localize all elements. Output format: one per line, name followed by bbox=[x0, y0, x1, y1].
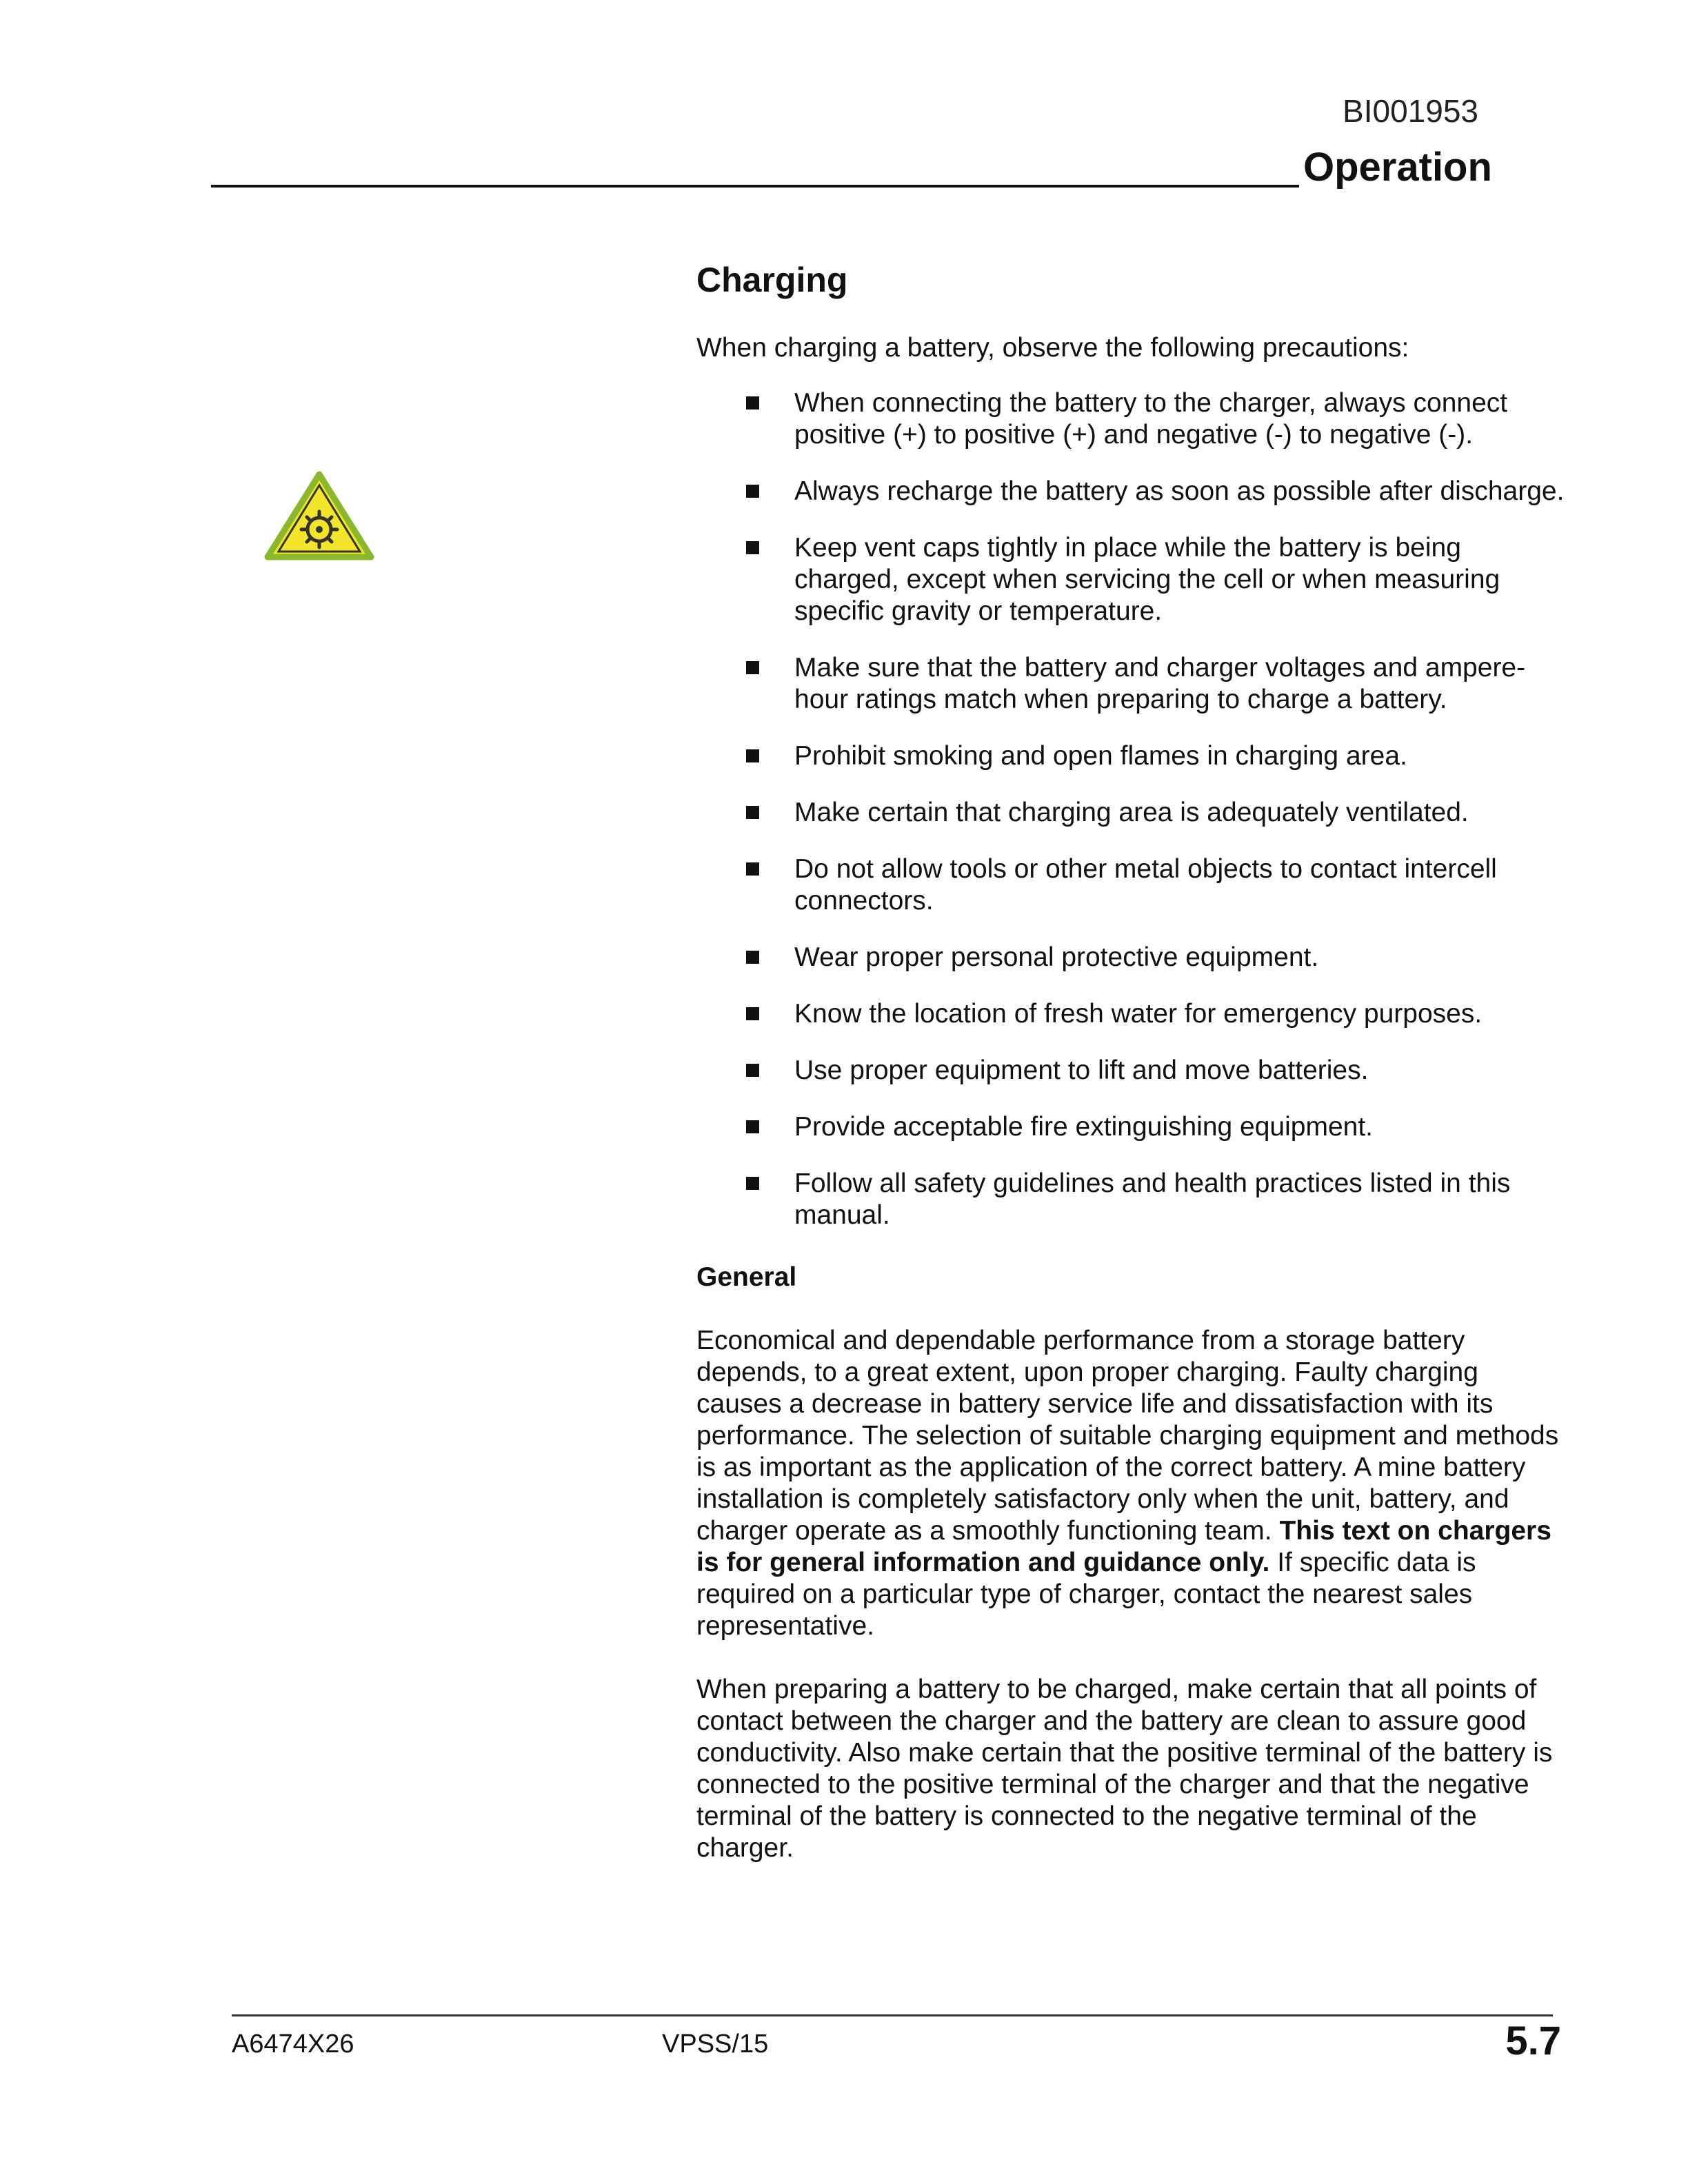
general-paragraph-2: When preparing a battery to be charged, make certain that all points of contact between the charger and the battery are clean to assure good conductivity. Also make certain that the positive terminal of the battery is connected to the positive terminal of the charger and that the negative terminal of the battery is connected to the negative terminal of the charger. bbox=[696, 1675, 1553, 1863]
list-item: Make sure that the battery and charger voltages and ampere-hour ratings match when preparing to charge a battery. bbox=[696, 652, 1565, 716]
footer-series: VPSS/15 bbox=[662, 2030, 769, 2059]
list-item: Follow all safety guidelines and health practices listed in this manual. bbox=[696, 1168, 1565, 1231]
header-rule bbox=[211, 185, 1299, 188]
bullet-marker bbox=[746, 396, 759, 410]
footer-doc-number: A6474X26 bbox=[232, 2030, 354, 2059]
list-item: Prohibit smoking and open flames in charging area. bbox=[696, 740, 1565, 772]
precautions-list bbox=[696, 387, 1565, 1231]
list-item: Use proper equipment to lift and move batteries. bbox=[696, 1055, 1565, 1086]
bullet-marker bbox=[746, 1007, 759, 1020]
warning-triangle-icon bbox=[263, 470, 375, 561]
footer-rule bbox=[232, 2014, 1553, 2016]
bullet-marker bbox=[746, 485, 759, 498]
page-number: 5.7 bbox=[1505, 2019, 1561, 2063]
list-item: Provide acceptable fire extinguishing equipment. bbox=[696, 1111, 1565, 1143]
guidance-note: This text on chargers is for general information and guidance only. bbox=[696, 1516, 1551, 1577]
main-content bbox=[696, 259, 1565, 1896]
bullet-marker bbox=[746, 1064, 759, 1077]
list-item: When connecting the battery to the charger, always connect positive (+) to positive (+) and negative (-) to negative (-). bbox=[696, 387, 1565, 451]
bullet-marker bbox=[746, 661, 759, 674]
list-item: Always recharge the battery as soon as possible after discharge. bbox=[696, 476, 1565, 507]
list-item: Know the location of fresh water for emergency purposes. bbox=[696, 998, 1565, 1030]
list-item: Wear proper personal protective equipment. bbox=[696, 942, 1565, 973]
bullet-marker bbox=[746, 541, 759, 554]
section-title: Operation bbox=[1303, 145, 1492, 190]
list-item: Keep vent caps tightly in place while the battery is being charged, except when servicing the cell or when measuring specific gravity or temperature. bbox=[696, 532, 1565, 627]
bullet-marker bbox=[746, 1120, 759, 1133]
list-item: Make certain that charging area is adequately ventilated. bbox=[696, 797, 1565, 829]
general-paragraph-1: Economical and dependable performance from a storage battery depends, to a great extent, upon proper charging. Faulty charging causes a decrease in battery service life and dissatisfaction with its performance. The selection of suitable charging equipment and methods is as important as the application of the correct battery. A mine battery installation is completely satisfactory only when the unit, battery, and charger operate as a smoothly functioning team. This text on chargers is for general information and guidance only. If specific data is required on a particular type of charger, contact the nearest sales representative. bbox=[696, 1326, 1559, 1641]
charging-heading: Charging bbox=[696, 261, 848, 299]
bullet-marker bbox=[746, 1177, 759, 1190]
bullet-marker bbox=[746, 806, 759, 819]
general-heading: General bbox=[696, 1262, 797, 1292]
bullet-marker bbox=[746, 951, 759, 964]
charging-intro: When charging a battery, observe the following precautions: bbox=[696, 333, 1409, 363]
bullet-marker bbox=[746, 862, 759, 876]
list-item: Do not allow tools or other metal objects to contact intercell connectors. bbox=[696, 853, 1565, 917]
document-id: BI001953 bbox=[1343, 93, 1478, 129]
bullet-marker bbox=[746, 749, 759, 762]
